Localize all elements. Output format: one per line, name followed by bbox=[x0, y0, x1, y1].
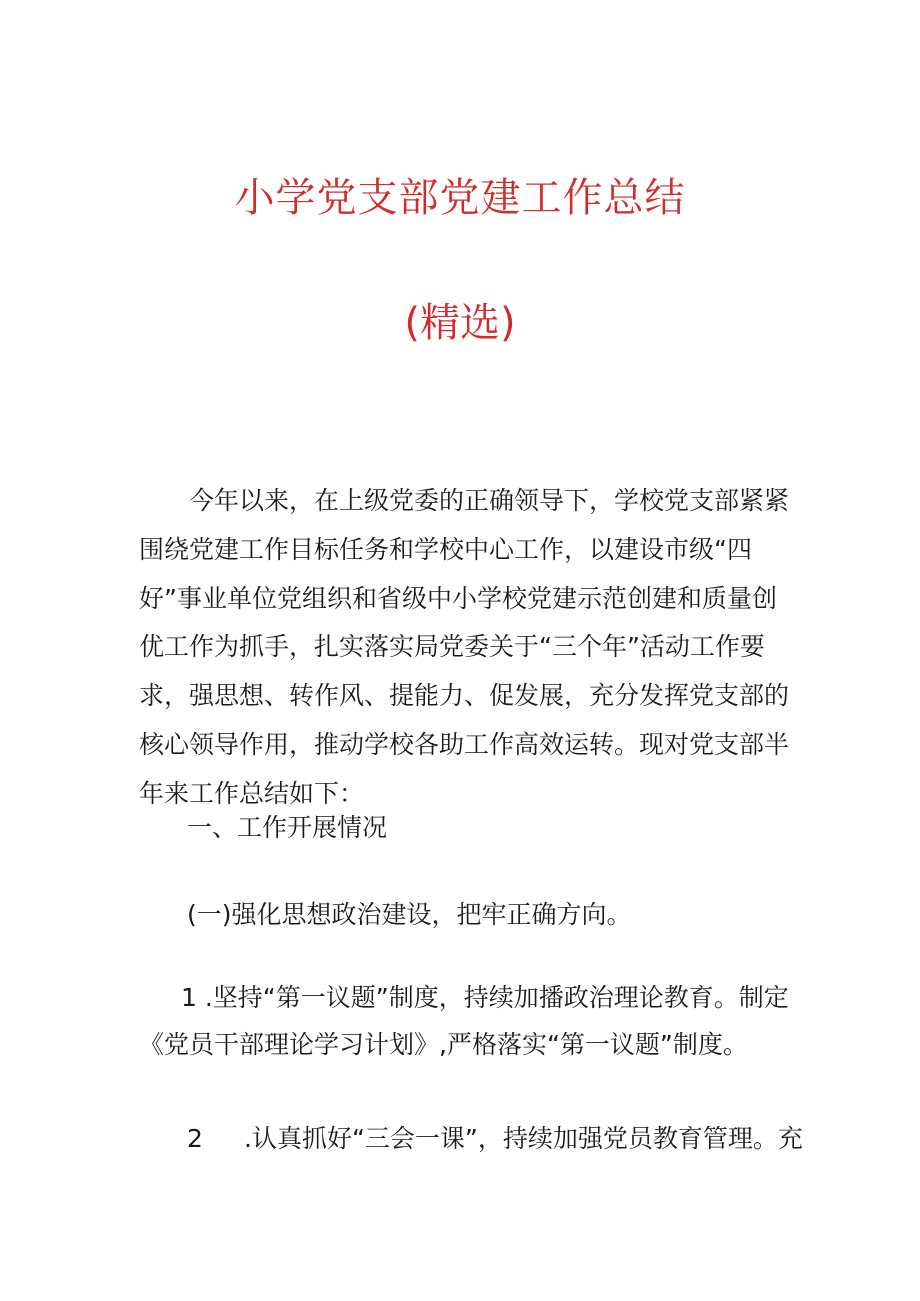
list-item-1-line-1: 1 .坚持“第一议题”制度，持续加播政治理论教育。制定 bbox=[181, 983, 789, 1012]
document-subtitle: (精选) bbox=[404, 300, 516, 346]
list-item-1-line-2: 《党员干部理论学习计划》,严格落实“第一议题”制度。 bbox=[139, 1030, 748, 1059]
list-item-2-number: 2 bbox=[187, 1124, 203, 1153]
section-heading: 一、工作开展情况 bbox=[187, 813, 388, 842]
intro-text: 今年以来，在上级党委的正确领导下，学校党支部紧紧围绕党建工作目标任务和学校中心工作，以建设市级“四好”事业单位党组织和省级中小学校党建示范创建和质量创优工作为抓手，扎实落实局党委关于“三个年”活动工作要求，强思想、转作风、提能力、促发展，充分发挥党支部的核心领导作用，推动学校各助工作高效运转。现对党支部半年来工作总结如下： bbox=[139, 486, 790, 808]
list-item-2-text: .认真抓好“三会一课”，持续加强党员教育管理。充 bbox=[244, 1124, 803, 1153]
subsection-heading: (一)强化思想政治建设，把牢正确方向。 bbox=[187, 900, 632, 929]
document-title: 小学党支部党建工作总结 bbox=[234, 175, 686, 221]
intro-paragraph bbox=[139, 477, 799, 819]
